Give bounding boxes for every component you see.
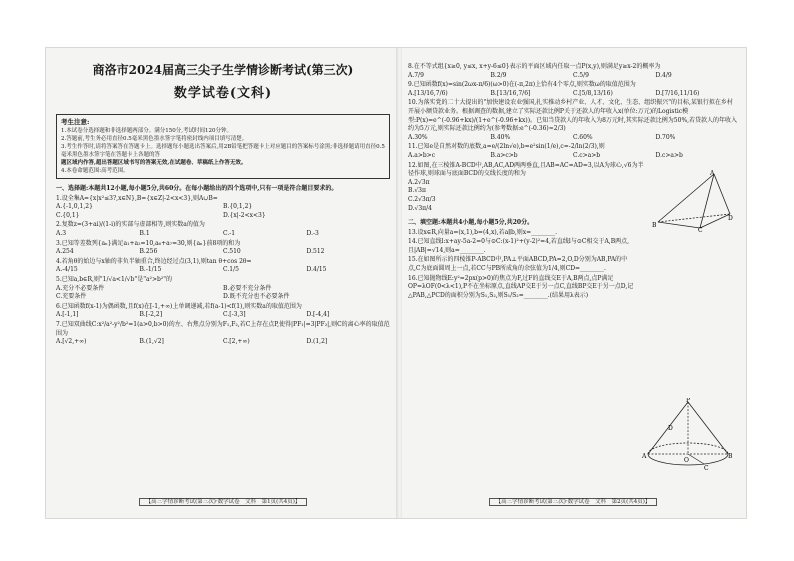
- question-9: [408, 81, 738, 98]
- page-fold: [396, 48, 402, 518]
- option-a: A.[√2,+∞): [56, 338, 87, 346]
- option-a: A.3: [56, 229, 67, 237]
- question-6: [56, 303, 390, 320]
- label-p: P: [686, 398, 691, 404]
- label-c: C: [704, 465, 709, 470]
- option-d: D.[-4,4]: [306, 311, 330, 319]
- notice-line: 4.本卷命题范围:高考范围。: [61, 168, 129, 174]
- question-stem: 4.若角θ的始边与x轴的非负半轴重合,终边经过点(3,1),则tan θ+cos 2θ=: [56, 257, 252, 265]
- option-c: C.5/9: [573, 71, 589, 79]
- option-c: C.[5/8,13/16): [573, 89, 613, 97]
- question-14: [408, 238, 738, 255]
- option-b: B.1: [139, 229, 150, 237]
- option-d: D.√3π/4: [408, 204, 432, 212]
- option-c: C.c>a>b: [573, 151, 601, 159]
- question-stem: 7.已知双曲线C:x²/a²-y²/b²=1(a>0,b>0)的左、右焦点分别为F₁,F₂,若C上存在点P,使得|PF₁|=3|PF₂|,则C的离心率的取值范围为: [56, 320, 390, 337]
- label-o: O: [684, 457, 689, 464]
- option-a: A.[13/16,7/6): [408, 89, 448, 97]
- option-a: A.-4/15: [56, 266, 78, 274]
- question-2: [56, 221, 390, 238]
- option-b: B.√3π: [408, 187, 426, 195]
- label-b: B: [652, 221, 657, 229]
- notice-line: 1.本试卷分选择题和非选择题两部分。满分150分,考试时间120分钟。: [61, 128, 232, 134]
- option-a: A.充分不必要条件: [56, 284, 105, 292]
- question-stem: 14.已知直线l:x+ay-5a-2=0与⊙C:(x-1)²+(y-2)²=4,若直线l与⊙C相交于A,B两点,且|AB|=√14,则a=________.: [408, 238, 630, 254]
- question-1: [56, 195, 390, 221]
- section-fill-heading: 二、填空题:本题共4小题,每小题5分,共20分。: [408, 219, 534, 227]
- exam-title: 商洛市2024届高三尖子生学情诊断考试(第三次): [92, 63, 354, 77]
- option-b: B.-1/15: [139, 266, 162, 274]
- option-a: A.30%: [408, 133, 428, 141]
- label-b: B: [728, 453, 733, 460]
- exam-subtitle: 数学试卷(文科): [173, 86, 273, 101]
- option-a: A.254: [56, 248, 74, 256]
- option-c: C.{0,1}: [56, 211, 80, 219]
- option-d: D.-3: [306, 229, 319, 237]
- option-b: B.{0,1,2}: [223, 203, 253, 211]
- question-stem: 5.已知a,b∈R,则"1/√a<1/√b"是"a²>b²"的: [56, 275, 172, 283]
- option-c: C.510: [223, 248, 241, 256]
- option-d: D.{x|-2<x<3}: [223, 211, 266, 219]
- cone-figure: [642, 398, 734, 470]
- option-b: B.[13/16,7/6]: [490, 89, 531, 97]
- question-3: [56, 240, 390, 257]
- question-4: [56, 258, 390, 275]
- question-7: [56, 321, 390, 347]
- option-a: A.7/9: [408, 71, 424, 79]
- option-a: A.2√3π: [408, 178, 430, 186]
- option-c: C.-1: [223, 229, 236, 237]
- footer-text: 【高三学情诊断考试(第三次)·数学试卷 文科 第1页(共4页)】: [139, 498, 308, 506]
- question-stem: 1.设全集A={x|x²≤3?,x∈N},B={x∈Z|-2<x<3},则A∪B=: [56, 194, 218, 202]
- label-a: A: [642, 453, 647, 460]
- question-stem: 8.在不等式组{x≥0, y≤x, x+y-6≤0}表示的平面区域内任取一点P(x,y),则满足y≥x-2的概率为: [408, 63, 661, 70]
- question-stem: 9.已知函数f(x)=sin(2ωx-π/6)(ω>0)在(-π,2π)上恰有4个零点,则实数ω的取值范围为: [408, 81, 636, 89]
- tetrahedron-figure: [650, 170, 734, 232]
- option-d: D.c>a>b: [655, 151, 683, 159]
- notice-box: [56, 114, 390, 179]
- option-c: C.60%: [573, 133, 593, 141]
- question-8: [408, 63, 738, 80]
- question-stem: 11.已知e是自然对数的底数,a=e/(2ln√e),b=e²sin(1/e),c=-2/ln(2/3),则: [408, 143, 605, 151]
- question-10: [408, 99, 738, 142]
- question-5: [56, 276, 390, 302]
- question-16: [408, 275, 738, 301]
- option-c: C.[2,+∞): [223, 338, 250, 346]
- page-left: [56, 48, 390, 518]
- option-a: A.[-1,1]: [56, 311, 79, 319]
- option-a: A.a>b>c: [408, 151, 436, 159]
- option-d: D.4/9: [655, 71, 672, 79]
- question-15: [408, 256, 738, 273]
- page-footer-left: [56, 498, 390, 506]
- option-d: D.[7/16,11/16): [655, 89, 700, 97]
- question-stem: 15.在如图所示的四棱锥P-ABCD中,PA⊥平面ABCD,PA=2,O,D分别为AB,PA的中点,C为底面圆周上一点,若CC与PB所成角的余弦值为1/4,则CD=________.: [408, 256, 628, 273]
- footer-text: 【高三学情诊断考试(第三次)·数学试卷 文科 第2页(共4页)】: [489, 498, 658, 506]
- notice-line: 3.考生作答时,请将答案答在答题卡上。选择题每小题选出答案后,用2B铅笔把答题卡上对应题目的答案标号涂黑;非选择题请用直径0.5毫米黑色墨水签字笔在答题卡上各题的答: [61, 144, 385, 158]
- question-stem: 16.已知抛物线E:y²=2px(p>0)的焦点为F,过F的直线交E于A,B两点,点P满足OP=λOF(0<λ<1),P不在坐标原点,直线AP交E于另一点C,直线BP交E于另一点D,记△PAB,△PCD的面积分别为S₁,S₂,则S₁/S₂=________.(结果用λ表示): [408, 274, 634, 299]
- option-d: D.既不充分也不必要条件: [223, 293, 290, 301]
- notice-header: 考生注意:: [61, 118, 90, 126]
- label-c: C: [698, 226, 703, 232]
- exam-sheet: [46, 48, 746, 518]
- option-c: C.2√3π/3: [408, 195, 436, 203]
- question-stem: 10.为落实党的二十大提出的"加快建设农业强国,扎实推动乡村产业、人才、文化、生态、组织振兴"的目标,某银行拟在乡村开展小额贷款业务。根据调查的数据,建立了实际还款比例P关于还款人的年收入x(单位:万元)的Logistic模型:P(x)=e^(-0.96+kx)/(1+e^(-0.96+kx))。已知当贷款人的年收入为8万元时,其实际还款比例为50%,若贷款人的年收入约为5万元,则实际还款比例约为(参考数据:e^(-0.36)≈2/3): [408, 99, 738, 133]
- option-b: B.256: [139, 248, 158, 256]
- question-stem: 2.复数z=(3+ai)/(1-i)的实部与虚部相等,则实数a的值为: [56, 221, 205, 229]
- option-d: D.(1,2]: [306, 338, 328, 346]
- option-b: B.a>c>b: [490, 151, 518, 159]
- option-d: D.512: [306, 248, 325, 256]
- page-right: [408, 48, 738, 518]
- question-stem: 6.已知函数f(x-1)为偶函数,且f(x)在[-1,+∞)上单调递减,若f(a-1)<f(1),则实数a的取值范围为: [56, 302, 302, 310]
- option-b: B.40%: [490, 133, 511, 141]
- option-b: B.[-2,2]: [139, 311, 163, 319]
- page-footer-right: [408, 498, 738, 506]
- option-b: B.(1,√2]: [139, 338, 164, 346]
- option-b: B.2/9: [490, 71, 507, 79]
- option-c: C.1/5: [223, 266, 239, 274]
- option-c: C.充要条件: [56, 293, 87, 301]
- label-d: D: [728, 214, 733, 222]
- notice-line: 2.答题前,考生务必用直径0.5毫米黑色墨水签字笔将密封线内项目填写清楚。: [61, 136, 248, 142]
- option-b: B.必要不充分条件: [223, 284, 272, 292]
- section-choice-heading: 一、选择题:本题共12小题,每小题5分,共60分。在每小题给出的四个选项中,只有一项是符合题目要求的。: [56, 185, 338, 192]
- label-d: D: [668, 425, 673, 432]
- option-c: C.[-3,3]: [223, 311, 246, 319]
- option-d: D.70%: [655, 133, 676, 141]
- option-d: D.4/15: [306, 266, 327, 274]
- label-a: A: [710, 169, 715, 177]
- question-stem: 3.已知等差数列{aₙ}满足a₁+a₂=10,a₆+a₇=30,则{aₙ}前8项的和为: [56, 239, 241, 247]
- question-stem: 13.设x∈R,向量a=(x,1),b=(4,x),若a∥b,则x=________.: [408, 228, 558, 236]
- question-11: [408, 143, 738, 160]
- notice-line: 题区域内作答,超出答题区域书写的答案无效,在试题卷、草稿纸上作答无效。: [61, 160, 247, 166]
- option-a: A.{-1,0,1,2}: [56, 203, 93, 211]
- question-stem: 12.如图,在三棱锥A-BCD中,AB,AC,AD两两垂直,且AB=AC=AD=3,以A为球心,√6为半径作球,则球面与底面BCD的交线长度的和为: [408, 161, 644, 178]
